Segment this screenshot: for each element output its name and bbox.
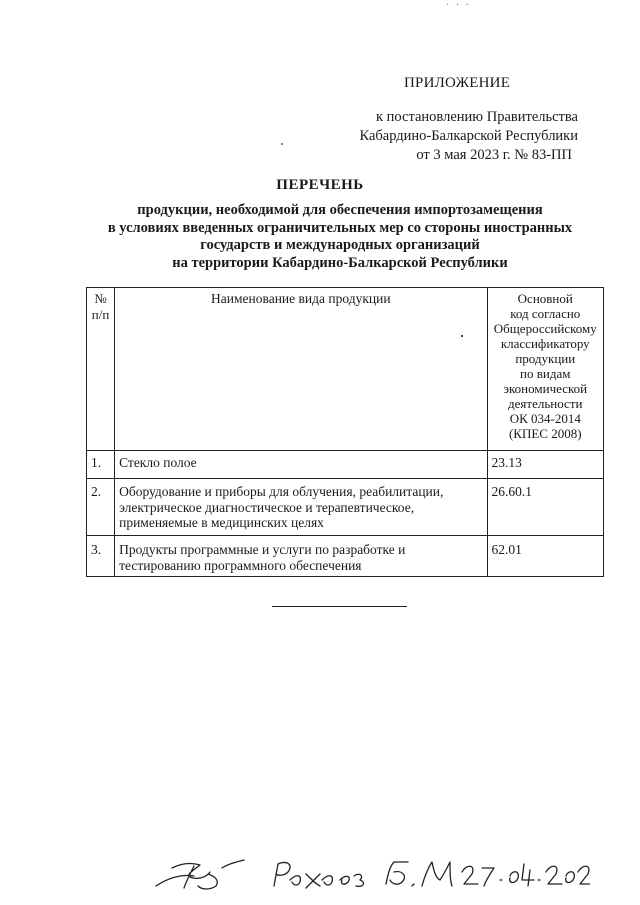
row-number: 2. — [87, 479, 115, 536]
header-code-line: Основной — [517, 291, 573, 306]
row-product-code: 26.60.1 — [487, 479, 603, 536]
header-code-line: экономической — [503, 381, 588, 396]
scan-artifact: · · · — [446, 0, 471, 11]
header-name — [115, 288, 487, 451]
header-number — [87, 288, 115, 451]
table-row — [87, 451, 604, 479]
decree-reference — [278, 108, 578, 165]
signature-initial-letters — [386, 862, 452, 886]
closing-rule — [272, 606, 407, 607]
header-code-line: Общероссийскому — [493, 321, 597, 336]
products-table — [86, 287, 604, 577]
appendix-title: ПРИЛОЖЕНИЕ — [404, 75, 511, 91]
signature-initials — [156, 860, 244, 889]
subtitle-line-1: продукции, необходимой для обеспечения импортозамещения — [137, 202, 543, 218]
scan-speck — [461, 335, 463, 337]
header-code-line: деятельности — [508, 396, 583, 411]
subtitle-line-3: государств и международных организаций — [200, 237, 480, 253]
signature-date — [462, 864, 590, 886]
header-code-line: код согласно — [510, 306, 581, 321]
signature-surname — [274, 862, 363, 888]
row-product-name: Продукты программные и услуги по разработке и тестированию программного обеспечения — [115, 536, 487, 577]
table-row — [87, 536, 604, 577]
header-code-line: ОК 034-2014 — [509, 411, 581, 426]
subtitle-line-4: на территории Кабардино-Балкарской Республики — [172, 254, 508, 271]
row-number: 1. — [87, 451, 115, 479]
list-subtitle — [60, 202, 620, 272]
row-product-code: 23.13 — [487, 451, 603, 479]
header-name-label: Наименование вида продукции — [211, 291, 391, 306]
header-code-line: по видам — [520, 366, 571, 381]
row-product-name: Стекло полое — [115, 451, 487, 479]
header-number-line-2: п/п — [91, 307, 110, 322]
decree-line-3: от 3 мая 2023 г. № 83-ПП — [416, 147, 572, 163]
decree-line-1: к постановлению Правительства — [376, 109, 578, 125]
row-product-code: 62.01 — [487, 536, 603, 577]
header-code-line: продукции — [515, 351, 576, 366]
decree-line-2: Кабардино-Балкарской Республики — [359, 128, 578, 144]
list-heading: ПЕРЕЧЕНЬ — [276, 177, 364, 193]
scan-speck — [281, 143, 283, 145]
subtitle-line-2: в условиях введенных ограничительных мер со стороны иностранных — [107, 219, 573, 236]
header-code-line: классификатору — [500, 336, 590, 351]
row-number: 3. — [87, 536, 115, 577]
handwritten-signature-block — [150, 850, 590, 895]
table-row — [87, 479, 604, 536]
row-product-name: Оборудование и приборы для облучения, реабилитации, электрическое диагностическое и терапевтическое, применяемые в медицинских целях — [115, 479, 487, 536]
signature-drawing — [150, 850, 590, 895]
table-header-row — [87, 288, 604, 451]
header-code — [487, 288, 603, 451]
header-code-line: (КПЕС 2008) — [508, 426, 582, 441]
header-number-line-1: № — [94, 291, 107, 306]
